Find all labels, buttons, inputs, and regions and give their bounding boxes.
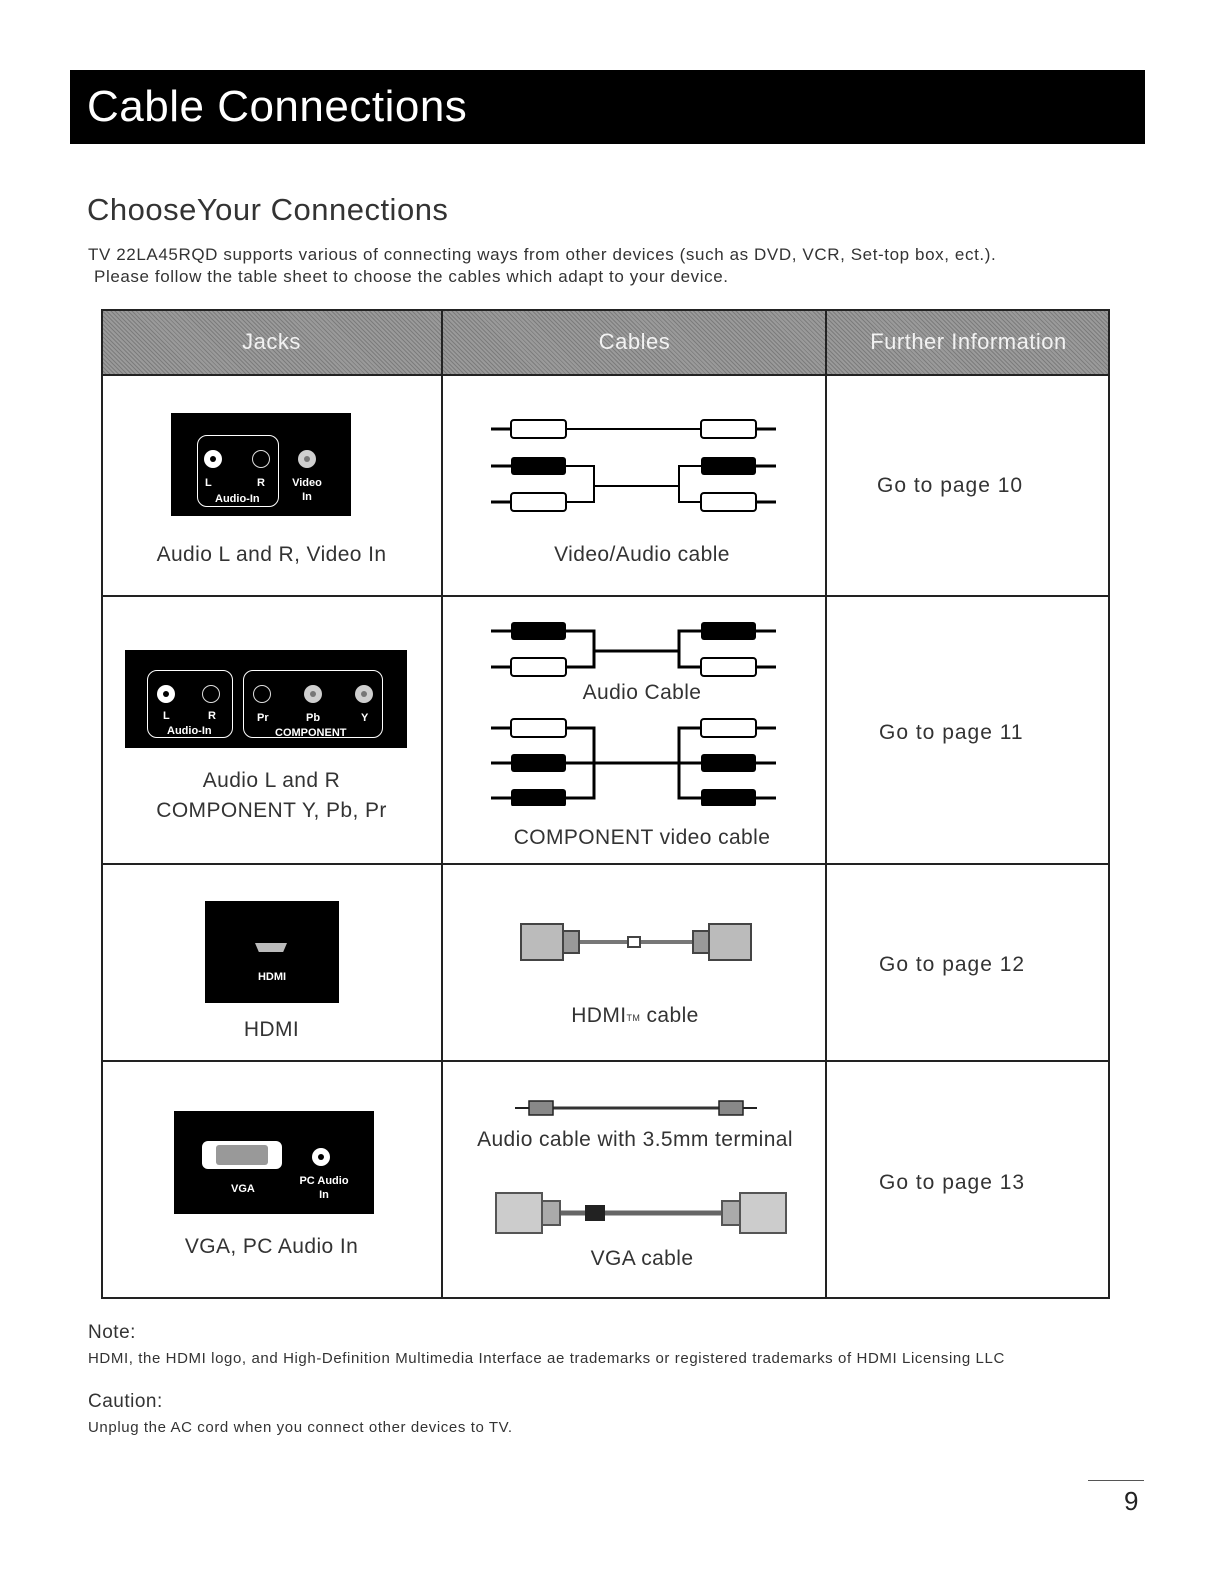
av-input-panel [171,413,351,516]
panel-label-component: COMPONENT [275,727,347,739]
component-input-panel [125,650,407,748]
header-further-information: Further Information [827,309,1110,374]
jack-label-row2-line1: Audio L and R [202,769,341,792]
jack-label-row3: HDMI [243,1018,300,1041]
component-video-cable-icon [486,716,786,806]
caution-heading: Caution: [88,1391,163,1412]
cable-label-row1: Video/Audio cable [554,543,730,566]
panel-label-pc-audio: PC Audio [299,1175,349,1187]
vga-cable-icon [491,1189,791,1237]
panel-label-in: In [319,1189,329,1201]
note-heading: Note: [88,1322,136,1343]
cable-label-row4-vga: VGA cable [590,1247,694,1270]
page-number-rule [1088,1480,1144,1481]
audio-r-jack-icon [202,685,220,703]
info-row2: Go to page 11 [879,721,1024,744]
page-number: 9 [1124,1486,1139,1516]
header-jacks: Jacks [101,309,442,374]
panel-label-vga: VGA [231,1183,255,1195]
info-row1: Go to page 10 [877,474,1024,497]
audio-3.5mm-cable-icon [511,1098,761,1118]
hdmi-cable-icon [516,919,756,965]
audio-r-jack-icon [252,450,270,468]
info-row3: Go to page 12 [879,953,1026,976]
audio-l-jack-icon [157,685,175,703]
vga-port-icon [202,1141,282,1169]
cable-label-row2-audio: Audio Cable [582,681,702,704]
row-divider [101,595,1110,597]
panel-label-audio-in: Audio-In [215,493,260,505]
audio-l-jack-icon [204,450,222,468]
intro-line-2: Please follow the table sheet to choose the cables which adapt to your device. [94,267,729,286]
hdmi-cable-suffix: cable [640,1004,699,1027]
header-cables: Cables [442,309,827,374]
row-divider [101,1060,1110,1062]
panel-label-video: Video [292,477,322,489]
row-divider [101,374,1110,376]
pr-jack-icon [253,685,271,703]
panel-label-y: Y [361,712,369,724]
jack-label-row4: VGA, PC Audio In [184,1235,359,1258]
row-divider [101,863,1110,865]
table-border-right [1108,309,1110,1299]
section-subtitle: ChooseYour Connections [87,192,449,227]
pc-audio-jack-icon [312,1148,330,1166]
pb-jack-icon [304,685,322,703]
panel-label-audio-in: Audio-In [167,725,212,737]
panel-label-hdmi: HDMI [257,971,287,983]
hdmi-input-panel [205,901,339,1003]
panel-label-l: L [205,477,212,489]
intro-line-1: TV 22LA45RQD supports various of connecting ways from other devices (such as DVD, VCR, Set-top box, ect.). [88,245,997,264]
panel-label-r: R [257,477,265,489]
table-border-top [101,309,1110,311]
panel-label-pb: Pb [306,712,321,724]
cable-label-row4-audio: Audio cable with 3.5mm terminal [477,1128,793,1151]
title-bar [70,70,1145,144]
caution-text: Unplug the AC cord when you connect other devices to TV. [88,1419,513,1436]
panel-label-l: L [163,710,170,722]
vga-input-panel [174,1111,374,1214]
hdmi-port-icon [255,943,287,952]
note-text: HDMI, the HDMI logo, and High-Definition Multimedia Interface ae trademarks or registered trademarks of HDMI Licensing LLC [88,1350,1005,1367]
y-jack-icon [355,685,373,703]
cable-label-row2-component: COMPONENT video cable [513,826,771,849]
jack-label-row1: Audio L and R, Video In [156,543,387,566]
table-border-bottom [101,1297,1110,1299]
cable-label-row3 [442,1001,828,1031]
page-title: Cable Connections [87,82,468,131]
connections-table [101,309,1110,1299]
panel-label-pr: Pr [257,712,269,724]
video-audio-cable-icon [486,414,786,514]
panel-label-r: R [208,710,216,722]
hdmi-cable-name: HDMI [571,1004,627,1027]
panel-label-in: In [302,491,312,503]
video-jack-icon [298,450,316,468]
trademark-symbol: TM [626,1013,641,1023]
audio-cable-icon [486,617,786,677]
jack-label-row2-line2: COMPONENT Y, Pb, Pr [156,799,387,822]
info-row4: Go to page 13 [879,1171,1026,1194]
